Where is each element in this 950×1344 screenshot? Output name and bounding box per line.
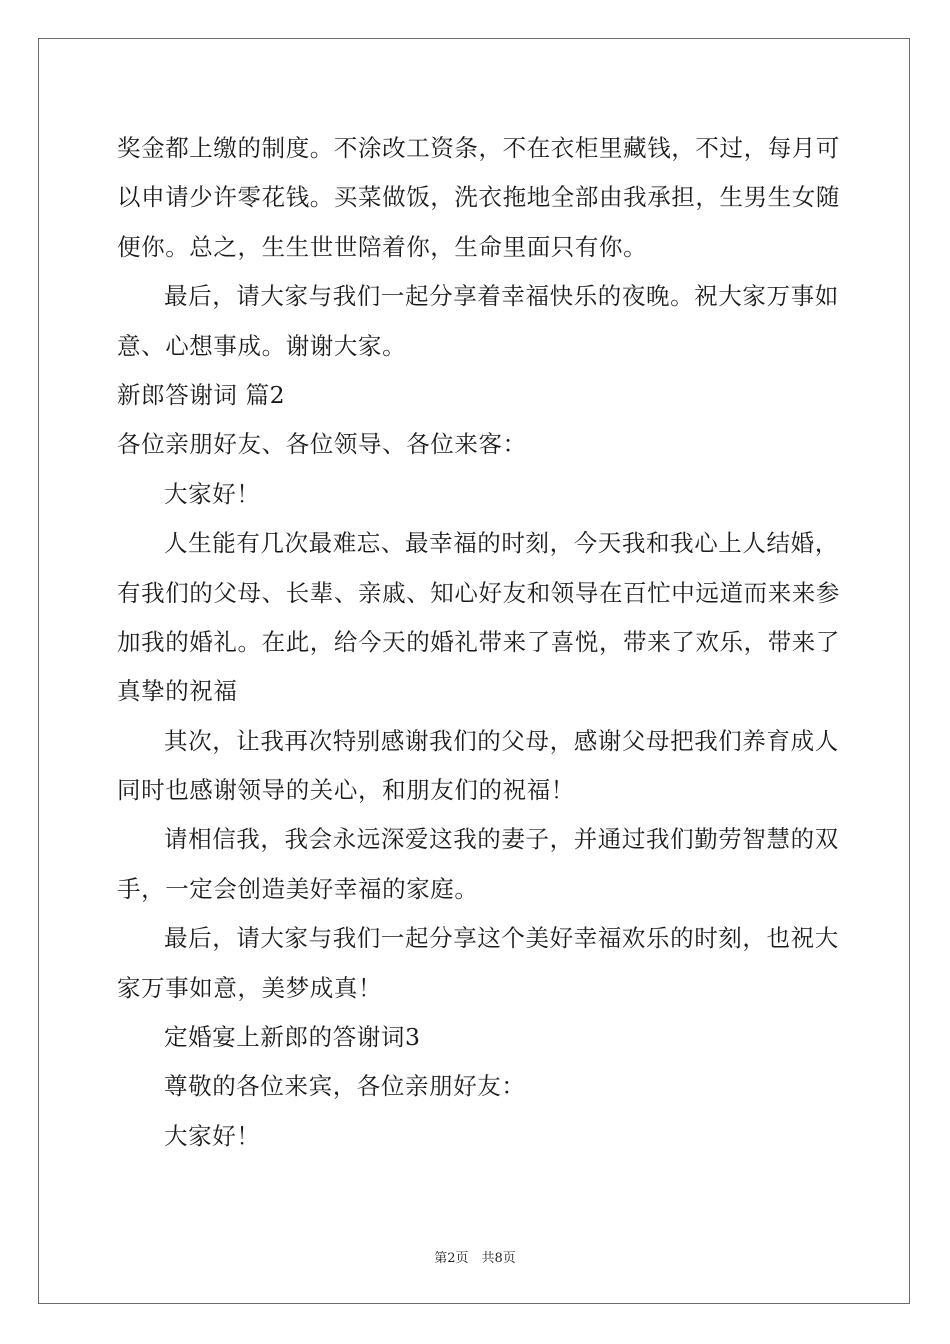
section-heading: 定婚宴上新郎的答谢词3 (164, 1023, 421, 1052)
paragraph-start: 最后，请大家与我们一起分享着幸福快乐的夜晚。祝大家万事如 (164, 282, 839, 311)
text-line: 奖金都上缴的制度。不涂改工资条，不在衣柜里藏钱，不过，每月可 (117, 134, 840, 162)
text-line: 加我的婚礼。在此，给今天的婚礼带来了喜悦，带来了欢乐，带来了 (117, 627, 840, 656)
text-line: 有我们的父母、长辈、亲戚、知心好友和领导在百忙中远道而来来参 (117, 578, 840, 607)
page-number: 第2页 共8页 (434, 1251, 516, 1266)
greeting: 大家好！ (164, 479, 261, 508)
paragraph-start: 最后，请大家与我们一起分享这个美好幸福欢乐的时刻，也祝大 (164, 924, 839, 953)
text-line: 便你。总之，生生世世陪着你，生命里面只有你。 (117, 232, 648, 261)
paragraph-start: 其次，让我再次特别感谢我们的父母，感谢父母把我们养育成人 (164, 726, 839, 755)
document-body (117, 124, 840, 1161)
text-line: 家万事如意，美梦成真！ (117, 973, 383, 1002)
paragraph-start: 请相信我，我会永远深爱这我的妻子，并通过我们勤劳智慧的双 (164, 825, 839, 854)
text-line: 同时也感谢领导的关心，和朋友们的祝福！ (117, 776, 575, 805)
paragraph-start: 人生能有几次最难忘、最幸福的时刻，今天我和我心上人结婚， (164, 529, 839, 558)
section-heading: 新郎答谢词 篇2 (117, 380, 286, 409)
text-line: 意、心想事成。谢谢大家。 (117, 331, 407, 360)
greeting: 大家好！ (164, 1121, 261, 1150)
salutation: 各位亲朋好友、各位领导、各位来客： (117, 430, 527, 459)
text-line: 以申请少许零花钱。买菜做饭，洗衣拖地全部由我承担，生男生女随 (117, 183, 840, 212)
text-line: 手，一定会创造美好幸福的家庭。 (117, 874, 479, 903)
text-line: 真挚的祝福 (117, 677, 238, 706)
salutation: 尊敬的各位来宾，各位亲朋好友： (164, 1072, 526, 1101)
